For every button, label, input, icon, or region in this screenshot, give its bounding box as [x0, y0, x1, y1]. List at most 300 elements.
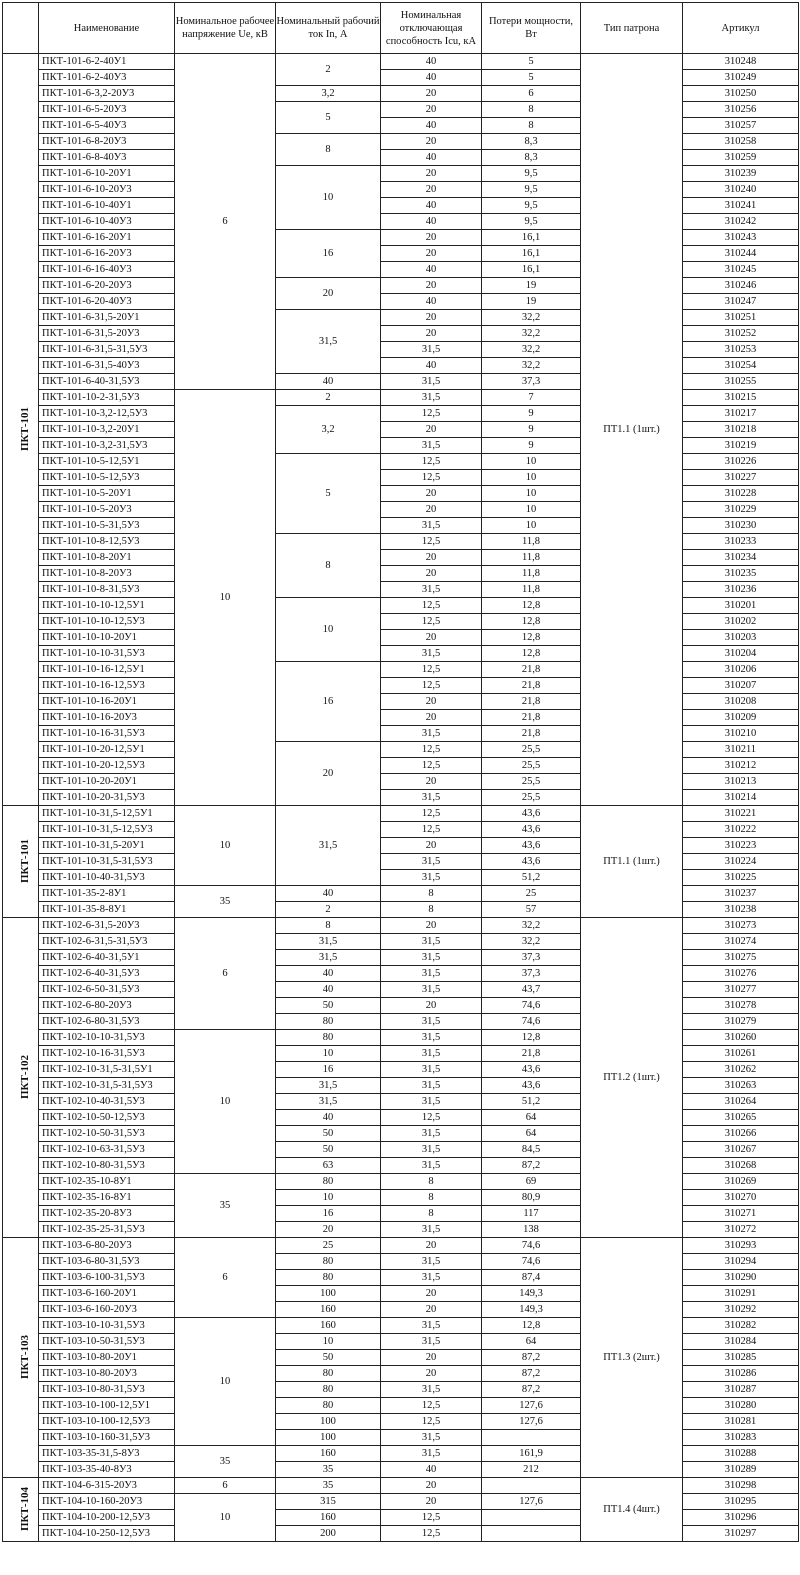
- article-number: 310269: [683, 1174, 799, 1190]
- product-name: ПКТ-101-10-40-31,5У3: [39, 870, 175, 886]
- product-name: ПКТ-103-10-80-20У1: [39, 1350, 175, 1366]
- power-loss: [482, 1430, 581, 1446]
- product-name: ПКТ-102-10-50-12,5У3: [39, 1110, 175, 1126]
- article-number: 310203: [683, 630, 799, 646]
- power-loss: 127,6: [482, 1494, 581, 1510]
- product-name: ПКТ-102-10-80-31,5У3: [39, 1158, 175, 1174]
- article-number: 310291: [683, 1286, 799, 1302]
- rated-voltage: 10: [175, 390, 276, 806]
- breaking-capacity: 40: [381, 198, 482, 214]
- product-name: ПКТ-102-10-31,5-31,5У1: [39, 1062, 175, 1078]
- power-loss: 16,1: [482, 230, 581, 246]
- breaking-capacity: 8: [381, 902, 482, 918]
- power-loss: 9: [482, 406, 581, 422]
- table-row: [3, 806, 799, 822]
- breaking-capacity: 31,5: [381, 1382, 482, 1398]
- rated-current: 40: [276, 982, 381, 998]
- breaking-capacity: 31,5: [381, 950, 482, 966]
- product-name: ПКТ-101-10-16-20У1: [39, 694, 175, 710]
- power-loss: 87,2: [482, 1366, 581, 1382]
- rated-current: 80: [276, 1382, 381, 1398]
- rated-current: 20: [276, 278, 381, 310]
- product-name: ПКТ-104-10-200-12,5У3: [39, 1510, 175, 1526]
- product-name: ПКТ-101-6-31,5-20У3: [39, 326, 175, 342]
- breaking-capacity: 8: [381, 886, 482, 902]
- product-name: ПКТ-104-10-160-20У3: [39, 1494, 175, 1510]
- breaking-capacity: 20: [381, 774, 482, 790]
- product-name: ПКТ-103-6-160-20У3: [39, 1302, 175, 1318]
- product-name: ПКТ-101-6-8-20У3: [39, 134, 175, 150]
- product-name: ПКТ-102-6-40-31,5У1: [39, 950, 175, 966]
- cartridge-type: ПТ1.4 (4шт.): [581, 1478, 683, 1542]
- article-number: 310233: [683, 534, 799, 550]
- power-loss: 87,4: [482, 1270, 581, 1286]
- breaking-capacity: 12,5: [381, 598, 482, 614]
- breaking-capacity: 31,5: [381, 870, 482, 886]
- breaking-capacity: 40: [381, 358, 482, 374]
- product-name: ПКТ-102-6-80-20У3: [39, 998, 175, 1014]
- product-name: ПКТ-102-35-20-8У3: [39, 1206, 175, 1222]
- product-name: ПКТ-101-6-5-20У3: [39, 102, 175, 118]
- rated-current: 8: [276, 134, 381, 166]
- rated-current: 10: [276, 1046, 381, 1062]
- breaking-capacity: 12,5: [381, 742, 482, 758]
- breaking-capacity: 20: [381, 86, 482, 102]
- power-loss: 8: [482, 118, 581, 134]
- breaking-capacity: 31,5: [381, 1222, 482, 1238]
- series-group-label: ПКТ-101: [19, 838, 32, 884]
- breaking-capacity: 31,5: [381, 1270, 482, 1286]
- power-loss: 32,2: [482, 918, 581, 934]
- breaking-capacity: 31,5: [381, 1334, 482, 1350]
- article-number: 310246: [683, 278, 799, 294]
- power-loss: 11,8: [482, 582, 581, 598]
- product-name: ПКТ-101-6-8-40У3: [39, 150, 175, 166]
- power-loss: 10: [482, 518, 581, 534]
- breaking-capacity: 20: [381, 422, 482, 438]
- breaking-capacity: 12,5: [381, 758, 482, 774]
- product-name: ПКТ-101-10-10-12,5У3: [39, 614, 175, 630]
- product-name: ПКТ-101-6-10-40У1: [39, 198, 175, 214]
- breaking-capacity: 31,5: [381, 966, 482, 982]
- rated-voltage: 6: [175, 54, 276, 390]
- rated-current: 80: [276, 1270, 381, 1286]
- breaking-capacity: 40: [381, 294, 482, 310]
- power-loss: 12,8: [482, 1318, 581, 1334]
- rated-voltage: 10: [175, 1318, 276, 1446]
- article-number: 310297: [683, 1526, 799, 1542]
- breaking-capacity: 31,5: [381, 1446, 482, 1462]
- breaking-capacity: 12,5: [381, 1398, 482, 1414]
- cartridge-type: ПТ1.1 (1шт.): [581, 806, 683, 918]
- product-name: ПКТ-101-10-8-20У3: [39, 566, 175, 582]
- product-name: ПКТ-101-10-5-12,5У1: [39, 454, 175, 470]
- breaking-capacity: 12,5: [381, 1414, 482, 1430]
- article-number: 310210: [683, 726, 799, 742]
- power-loss: 43,6: [482, 854, 581, 870]
- product-name: ПКТ-102-10-50-31,5У3: [39, 1126, 175, 1142]
- power-loss: 19: [482, 278, 581, 294]
- product-name: ПКТ-102-10-16-31,5У3: [39, 1046, 175, 1062]
- header-current: Номинальный рабочий ток In, А: [276, 3, 381, 54]
- product-name: ПКТ-101-10-31,5-12,5У3: [39, 822, 175, 838]
- rated-current: 35: [276, 1478, 381, 1494]
- article-number: 310275: [683, 950, 799, 966]
- header-voltage: Номинальное рабочее напряжение Ue, кВ: [175, 3, 276, 54]
- power-loss: 161,9: [482, 1446, 581, 1462]
- article-number: 310214: [683, 790, 799, 806]
- article-number: 310227: [683, 470, 799, 486]
- breaking-capacity: 31,5: [381, 1094, 482, 1110]
- rated-current: 100: [276, 1286, 381, 1302]
- article-number: 310292: [683, 1302, 799, 1318]
- article-number: 310261: [683, 1046, 799, 1062]
- breaking-capacity: 20: [381, 1286, 482, 1302]
- power-loss: 149,3: [482, 1286, 581, 1302]
- rated-current: 80: [276, 1254, 381, 1270]
- series-group-label: ПКТ-102: [19, 1054, 32, 1100]
- power-loss: 43,6: [482, 838, 581, 854]
- power-loss: 11,8: [482, 566, 581, 582]
- product-name: ПКТ-101-10-31,5-20У1: [39, 838, 175, 854]
- product-name: ПКТ-103-6-80-20У3: [39, 1238, 175, 1254]
- product-name: ПКТ-101-10-5-12,5У3: [39, 470, 175, 486]
- power-loss: 9,5: [482, 198, 581, 214]
- rated-current: 16: [276, 230, 381, 278]
- breaking-capacity: 31,5: [381, 1062, 482, 1078]
- power-loss: 21,8: [482, 678, 581, 694]
- article-number: 310283: [683, 1430, 799, 1446]
- article-number: 310215: [683, 390, 799, 406]
- article-number: 310243: [683, 230, 799, 246]
- power-loss: 37,3: [482, 374, 581, 390]
- header-breaking-capacity: Номинальная отключающая способность Icu, кА: [381, 3, 482, 54]
- breaking-capacity: 31,5: [381, 790, 482, 806]
- breaking-capacity: 12,5: [381, 678, 482, 694]
- breaking-capacity: 12,5: [381, 454, 482, 470]
- rated-current: 63: [276, 1158, 381, 1174]
- power-loss: 25,5: [482, 758, 581, 774]
- power-loss: 9: [482, 438, 581, 454]
- article-number: 310276: [683, 966, 799, 982]
- rated-current: 16: [276, 1206, 381, 1222]
- power-loss: 21,8: [482, 1046, 581, 1062]
- product-name: ПКТ-103-35-31,5-8У3: [39, 1446, 175, 1462]
- breaking-capacity: 31,5: [381, 726, 482, 742]
- power-loss: 43,7: [482, 982, 581, 998]
- power-loss: [482, 1510, 581, 1526]
- breaking-capacity: 20: [381, 1366, 482, 1382]
- rated-current: 50: [276, 1350, 381, 1366]
- breaking-capacity: 20: [381, 278, 482, 294]
- power-loss: 10: [482, 470, 581, 486]
- power-loss: 32,2: [482, 934, 581, 950]
- article-number: 310255: [683, 374, 799, 390]
- article-number: 310265: [683, 1110, 799, 1126]
- product-name: ПКТ-101-10-3,2-20У1: [39, 422, 175, 438]
- product-name: ПКТ-101-6-5-40У3: [39, 118, 175, 134]
- power-loss: 69: [482, 1174, 581, 1190]
- power-loss: 74,6: [482, 1238, 581, 1254]
- series-group-cell: [3, 1478, 39, 1542]
- breaking-capacity: 31,5: [381, 854, 482, 870]
- product-name: ПКТ-101-6-31,5-20У1: [39, 310, 175, 326]
- rated-current: 160: [276, 1510, 381, 1526]
- power-loss: 10: [482, 454, 581, 470]
- series-group-cell: [3, 806, 39, 918]
- article-number: 310213: [683, 774, 799, 790]
- article-number: 310236: [683, 582, 799, 598]
- article-number: 310218: [683, 422, 799, 438]
- breaking-capacity: 20: [381, 166, 482, 182]
- rated-voltage: 6: [175, 1478, 276, 1494]
- product-name: ПКТ-102-35-10-8У1: [39, 1174, 175, 1190]
- product-name: ПКТ-101-10-8-20У1: [39, 550, 175, 566]
- power-loss: 127,6: [482, 1398, 581, 1414]
- product-name: ПКТ-101-6-20-20У3: [39, 278, 175, 294]
- power-loss: 80,9: [482, 1190, 581, 1206]
- breaking-capacity: 20: [381, 1238, 482, 1254]
- breaking-capacity: 31,5: [381, 1030, 482, 1046]
- product-name: ПКТ-102-6-31,5-20У3: [39, 918, 175, 934]
- article-number: 310256: [683, 102, 799, 118]
- header-cartridge-type: Тип патрона: [581, 3, 683, 54]
- power-loss: 8,3: [482, 134, 581, 150]
- breaking-capacity: 40: [381, 118, 482, 134]
- breaking-capacity: 31,5: [381, 982, 482, 998]
- power-loss: 9,5: [482, 182, 581, 198]
- power-loss: 12,8: [482, 1030, 581, 1046]
- power-loss: 43,6: [482, 806, 581, 822]
- product-name: ПКТ-103-10-80-20У3: [39, 1366, 175, 1382]
- power-loss: 43,6: [482, 822, 581, 838]
- rated-current: 80: [276, 1366, 381, 1382]
- article-number: 310217: [683, 406, 799, 422]
- product-name: ПКТ-101-10-8-31,5У3: [39, 582, 175, 598]
- article-number: 310257: [683, 118, 799, 134]
- power-loss: 9: [482, 422, 581, 438]
- power-loss: 87,2: [482, 1158, 581, 1174]
- article-number: 310208: [683, 694, 799, 710]
- breaking-capacity: 20: [381, 1494, 482, 1510]
- power-loss: 64: [482, 1126, 581, 1142]
- power-loss: 74,6: [482, 1014, 581, 1030]
- breaking-capacity: 40: [381, 150, 482, 166]
- power-loss: 25,5: [482, 774, 581, 790]
- breaking-capacity: 31,5: [381, 1142, 482, 1158]
- rated-current: 8: [276, 918, 381, 934]
- article-number: 310273: [683, 918, 799, 934]
- rated-current: 40: [276, 374, 381, 390]
- article-number: 310241: [683, 198, 799, 214]
- article-number: 310279: [683, 1014, 799, 1030]
- article-number: 310221: [683, 806, 799, 822]
- breaking-capacity: 31,5: [381, 1158, 482, 1174]
- power-loss: 19: [482, 294, 581, 310]
- article-number: 310224: [683, 854, 799, 870]
- rated-current: 5: [276, 454, 381, 534]
- rated-current: 35: [276, 1462, 381, 1478]
- power-loss: 212: [482, 1462, 581, 1478]
- rated-current: 10: [276, 1334, 381, 1350]
- article-number: 310264: [683, 1094, 799, 1110]
- breaking-capacity: 20: [381, 502, 482, 518]
- product-name: ПКТ-102-6-80-31,5У3: [39, 1014, 175, 1030]
- product-name: ПКТ-101-6-40-31,5У3: [39, 374, 175, 390]
- breaking-capacity: 20: [381, 102, 482, 118]
- breaking-capacity: 12,5: [381, 822, 482, 838]
- rated-current: 31,5: [276, 806, 381, 886]
- power-loss: 9,5: [482, 214, 581, 230]
- header-row: [3, 3, 799, 54]
- breaking-capacity: 20: [381, 918, 482, 934]
- header-name: Наименование: [39, 3, 175, 54]
- power-loss: 9,5: [482, 166, 581, 182]
- power-loss: 25: [482, 886, 581, 902]
- article-number: 310285: [683, 1350, 799, 1366]
- product-name: ПКТ-101-10-20-31,5У3: [39, 790, 175, 806]
- article-number: 310234: [683, 550, 799, 566]
- power-loss: 32,2: [482, 310, 581, 326]
- product-name: ПКТ-101-10-10-20У1: [39, 630, 175, 646]
- product-name: ПКТ-103-35-40-8У3: [39, 1462, 175, 1478]
- table-row: [3, 54, 799, 70]
- article-number: 310211: [683, 742, 799, 758]
- power-loss: 16,1: [482, 262, 581, 278]
- power-loss: [482, 1478, 581, 1494]
- article-number: 310223: [683, 838, 799, 854]
- article-number: 310289: [683, 1462, 799, 1478]
- product-name: ПКТ-101-35-2-8У1: [39, 886, 175, 902]
- product-name: ПКТ-101-10-5-20У1: [39, 486, 175, 502]
- product-name: ПКТ-102-6-31,5-31,5У3: [39, 934, 175, 950]
- product-name: ПКТ-102-35-16-8У1: [39, 1190, 175, 1206]
- power-loss: [482, 1526, 581, 1542]
- article-number: 310230: [683, 518, 799, 534]
- product-name: ПКТ-101-10-16-12,5У3: [39, 678, 175, 694]
- product-name: ПКТ-101-10-20-20У1: [39, 774, 175, 790]
- product-name: ПКТ-104-10-250-12,5У3: [39, 1526, 175, 1542]
- rated-current: 2: [276, 390, 381, 406]
- power-loss: 84,5: [482, 1142, 581, 1158]
- product-name: ПКТ-101-6-16-20У3: [39, 246, 175, 262]
- breaking-capacity: 31,5: [381, 1046, 482, 1062]
- product-name: ПКТ-101-10-3,2-12,5У3: [39, 406, 175, 422]
- power-loss: 21,8: [482, 694, 581, 710]
- cartridge-type: ПТ1.3 (2шт.): [581, 1238, 683, 1478]
- article-number: 310252: [683, 326, 799, 342]
- article-number: 310206: [683, 662, 799, 678]
- product-name: ПКТ-103-10-50-31,5У3: [39, 1334, 175, 1350]
- breaking-capacity: 40: [381, 214, 482, 230]
- article-number: 310254: [683, 358, 799, 374]
- breaking-capacity: 12,5: [381, 806, 482, 822]
- product-name: ПКТ-101-6-2-40У1: [39, 54, 175, 70]
- article-number: 310271: [683, 1206, 799, 1222]
- rated-current: 16: [276, 662, 381, 742]
- series-group-cell: [3, 1238, 39, 1478]
- article-number: 310222: [683, 822, 799, 838]
- rated-current: 160: [276, 1446, 381, 1462]
- breaking-capacity: 31,5: [381, 342, 482, 358]
- rated-current: 160: [276, 1318, 381, 1334]
- breaking-capacity: 40: [381, 54, 482, 70]
- header-power-loss: Потери мощности, Вт: [482, 3, 581, 54]
- series-group-cell: [3, 54, 39, 806]
- product-name: ПКТ-101-6-31,5-40У3: [39, 358, 175, 374]
- table-row: [3, 1238, 799, 1254]
- series-group-label: ПКТ-101: [19, 406, 32, 452]
- series-group-label: ПКТ-104: [19, 1486, 32, 1532]
- product-name: ПКТ-101-10-16-20У3: [39, 710, 175, 726]
- article-number: 310226: [683, 454, 799, 470]
- breaking-capacity: 12,5: [381, 1110, 482, 1126]
- article-number: 310201: [683, 598, 799, 614]
- rated-current: 3,2: [276, 406, 381, 454]
- article-number: 310278: [683, 998, 799, 1014]
- breaking-capacity: 20: [381, 710, 482, 726]
- product-name: ПКТ-103-10-100-12,5У3: [39, 1414, 175, 1430]
- breaking-capacity: 20: [381, 1478, 482, 1494]
- power-loss: 51,2: [482, 1094, 581, 1110]
- article-number: 310250: [683, 86, 799, 102]
- breaking-capacity: 12,5: [381, 662, 482, 678]
- article-number: 310248: [683, 54, 799, 70]
- rated-current: 31,5: [276, 310, 381, 374]
- breaking-capacity: 40: [381, 1462, 482, 1478]
- breaking-capacity: 31,5: [381, 582, 482, 598]
- power-loss: 87,2: [482, 1350, 581, 1366]
- power-loss: 11,8: [482, 534, 581, 550]
- breaking-capacity: 20: [381, 310, 482, 326]
- article-number: 310284: [683, 1334, 799, 1350]
- article-number: 310235: [683, 566, 799, 582]
- product-name: ПКТ-101-6-10-20У3: [39, 182, 175, 198]
- breaking-capacity: 20: [381, 1350, 482, 1366]
- power-loss: 12,8: [482, 630, 581, 646]
- article-number: 310242: [683, 214, 799, 230]
- article-number: 310207: [683, 678, 799, 694]
- power-loss: 37,3: [482, 966, 581, 982]
- product-name: ПКТ-101-10-10-12,5У1: [39, 598, 175, 614]
- breaking-capacity: 12,5: [381, 614, 482, 630]
- product-name: ПКТ-101-10-5-31,5У3: [39, 518, 175, 534]
- power-loss: 6: [482, 86, 581, 102]
- article-number: 310229: [683, 502, 799, 518]
- series-group-cell: [3, 918, 39, 1238]
- article-number: 310274: [683, 934, 799, 950]
- rated-voltage: 6: [175, 1238, 276, 1318]
- power-loss: 21,8: [482, 726, 581, 742]
- power-loss: 117: [482, 1206, 581, 1222]
- article-number: 310237: [683, 886, 799, 902]
- power-loss: 7: [482, 390, 581, 406]
- power-loss: 149,3: [482, 1302, 581, 1318]
- rated-current: 100: [276, 1414, 381, 1430]
- breaking-capacity: 20: [381, 230, 482, 246]
- table-row: [3, 918, 799, 934]
- cartridge-type: ПТ1.2 (1шт.): [581, 918, 683, 1238]
- power-loss: 64: [482, 1334, 581, 1350]
- product-name: ПКТ-103-6-160-20У1: [39, 1286, 175, 1302]
- rated-current: 80: [276, 1014, 381, 1030]
- breaking-capacity: 31,5: [381, 1254, 482, 1270]
- breaking-capacity: 31,5: [381, 1318, 482, 1334]
- rated-current: 10: [276, 1190, 381, 1206]
- article-number: 310286: [683, 1366, 799, 1382]
- breaking-capacity: 31,5: [381, 1078, 482, 1094]
- article-number: 310204: [683, 646, 799, 662]
